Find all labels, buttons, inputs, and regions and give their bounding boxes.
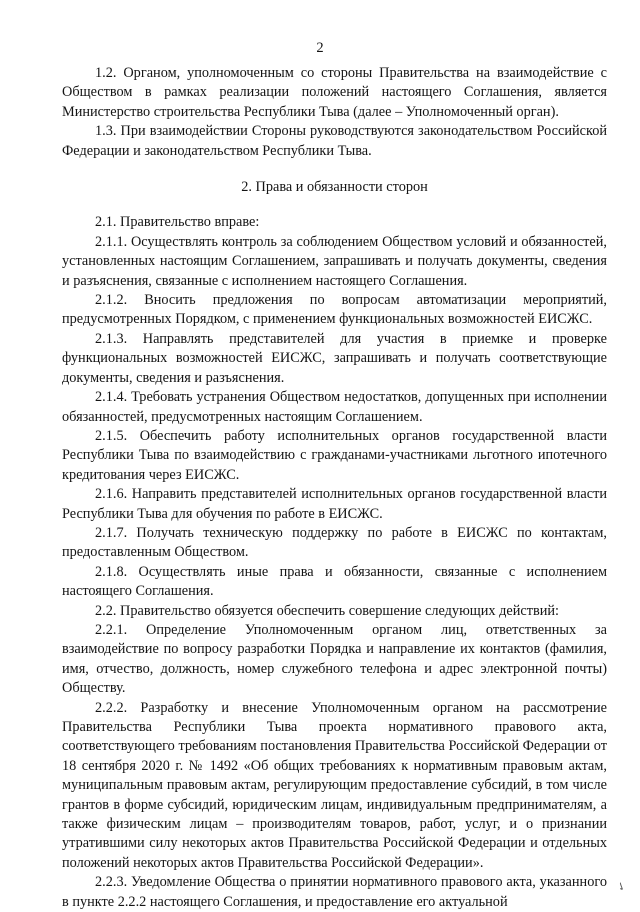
document-body — [62, 64, 607, 912]
paragraph-2-2-1: 2.2.1. Определение Уполномоченным органом лиц, ответственных за взаимодействие по вопросу разработки Порядка и направление их контактов (фамилия, имя, отчество, должность, номер служебного телефона и адрес электронной почты) Обществу. — [62, 621, 607, 697]
paragraph-1-3: 1.3. При взаимодействии Стороны руководствуются законодательством Российской Федерации и законодательством Республики Тыва. — [62, 123, 607, 159]
paragraph-1-2: 1.2. Органом, уполномоченным со стороны Правительства на взаимодействие с Обществом в рамках реализации положений настоящего Соглашения, является Министерство строительства Республики Тыва (далее – Уполномоченный орган). — [62, 65, 607, 120]
section-heading: 2. Права и обязанности сторон — [241, 179, 428, 196]
paragraph-2-2-3: 2.2.3. Уведомление Общества о принятии нормативного правового акта, указанного в пункте 2.2.2 настоящего Соглашения, и предоставление его актуальной — [62, 874, 607, 910]
paragraph-2-1: 2.1. Правительство вправе: — [95, 214, 260, 231]
paragraph-2-1-2: 2.1.2. Вносить предложения по вопросам автоматизации мероприятий, предусмотренных Порядком, с применением функциональных возможностей ЕИСЖС. — [62, 292, 607, 328]
paragraph-2-2-2: 2.2.2. Разработку и внесение Уполномоченным органом на рассмотрение Правительства Республики Тыва проекта нормативного правового акта, соответствующего требованиям постановления Правительства Российской Федерации от 18 сентября 2020 г. № 1492 «Об общих требованиях к нормативным правовым актам, муниципальным правовым актам, регулирующим предоставление субсидий, в том числе грантов в форме субсидий, юридическим лицам, индивидуальным предпринимателям, а также физическим лицам – производителям товаров, работ, услуг, и о признании утратившими силу некоторых актов Правительства Российской Федерации и отдельных положений некоторых актов Правительства Российской Федерации». — [62, 699, 607, 871]
page-number: 2 — [316, 40, 324, 56]
paragraph-2-1-4: 2.1.4. Требовать устранения Обществом недостатков, допущенных при исполнении обязанностей, предусмотренных настоящим Соглашением. — [62, 389, 607, 425]
paragraph-2-1-5: 2.1.5. Обеспечить работу исполнительных органов государственной власти Республики Тыва по взаимодействию с гражданами-участниками льготного ипотечного кредитования через ЕИСЖС. — [62, 427, 607, 483]
paragraph-2-1-1: 2.1.1. Осуществлять контроль за соблюдением Обществом условий и обязанностей, установленных настоящим Соглашением, запрашивать и получать документы, сведения и разъяснения, связанные с исполнением настоящего Соглашения. — [62, 233, 607, 289]
paragraph-2-2: 2.2. Правительство обязуется обеспечить совершение следующих действий: — [95, 602, 560, 619]
paragraph-2-1-6: 2.1.6. Направить представителей исполнительных органов государственной власти Республики Тыва для обучения по работе в ЕИСЖС. — [62, 486, 607, 522]
paragraph-2-1-7: 2.1.7. Получать техническую поддержку по работе в ЕИСЖС по контактам, предоставленным Обществом. — [62, 524, 607, 561]
paragraph-2-1-8: 2.1.8. Осуществлять иные права и обязанности, связанные с исполнением настоящего Соглашения. — [62, 563, 607, 600]
paragraph-2-1-3: 2.1.3. Направлять представителей для участия в приемке и проверке функциональных возможностей ЕИСЖС, запрашивать и получать соответствующие документы, сведения и разъяснения. — [62, 330, 607, 386]
corner-check-mark: ✓ — [614, 879, 630, 895]
